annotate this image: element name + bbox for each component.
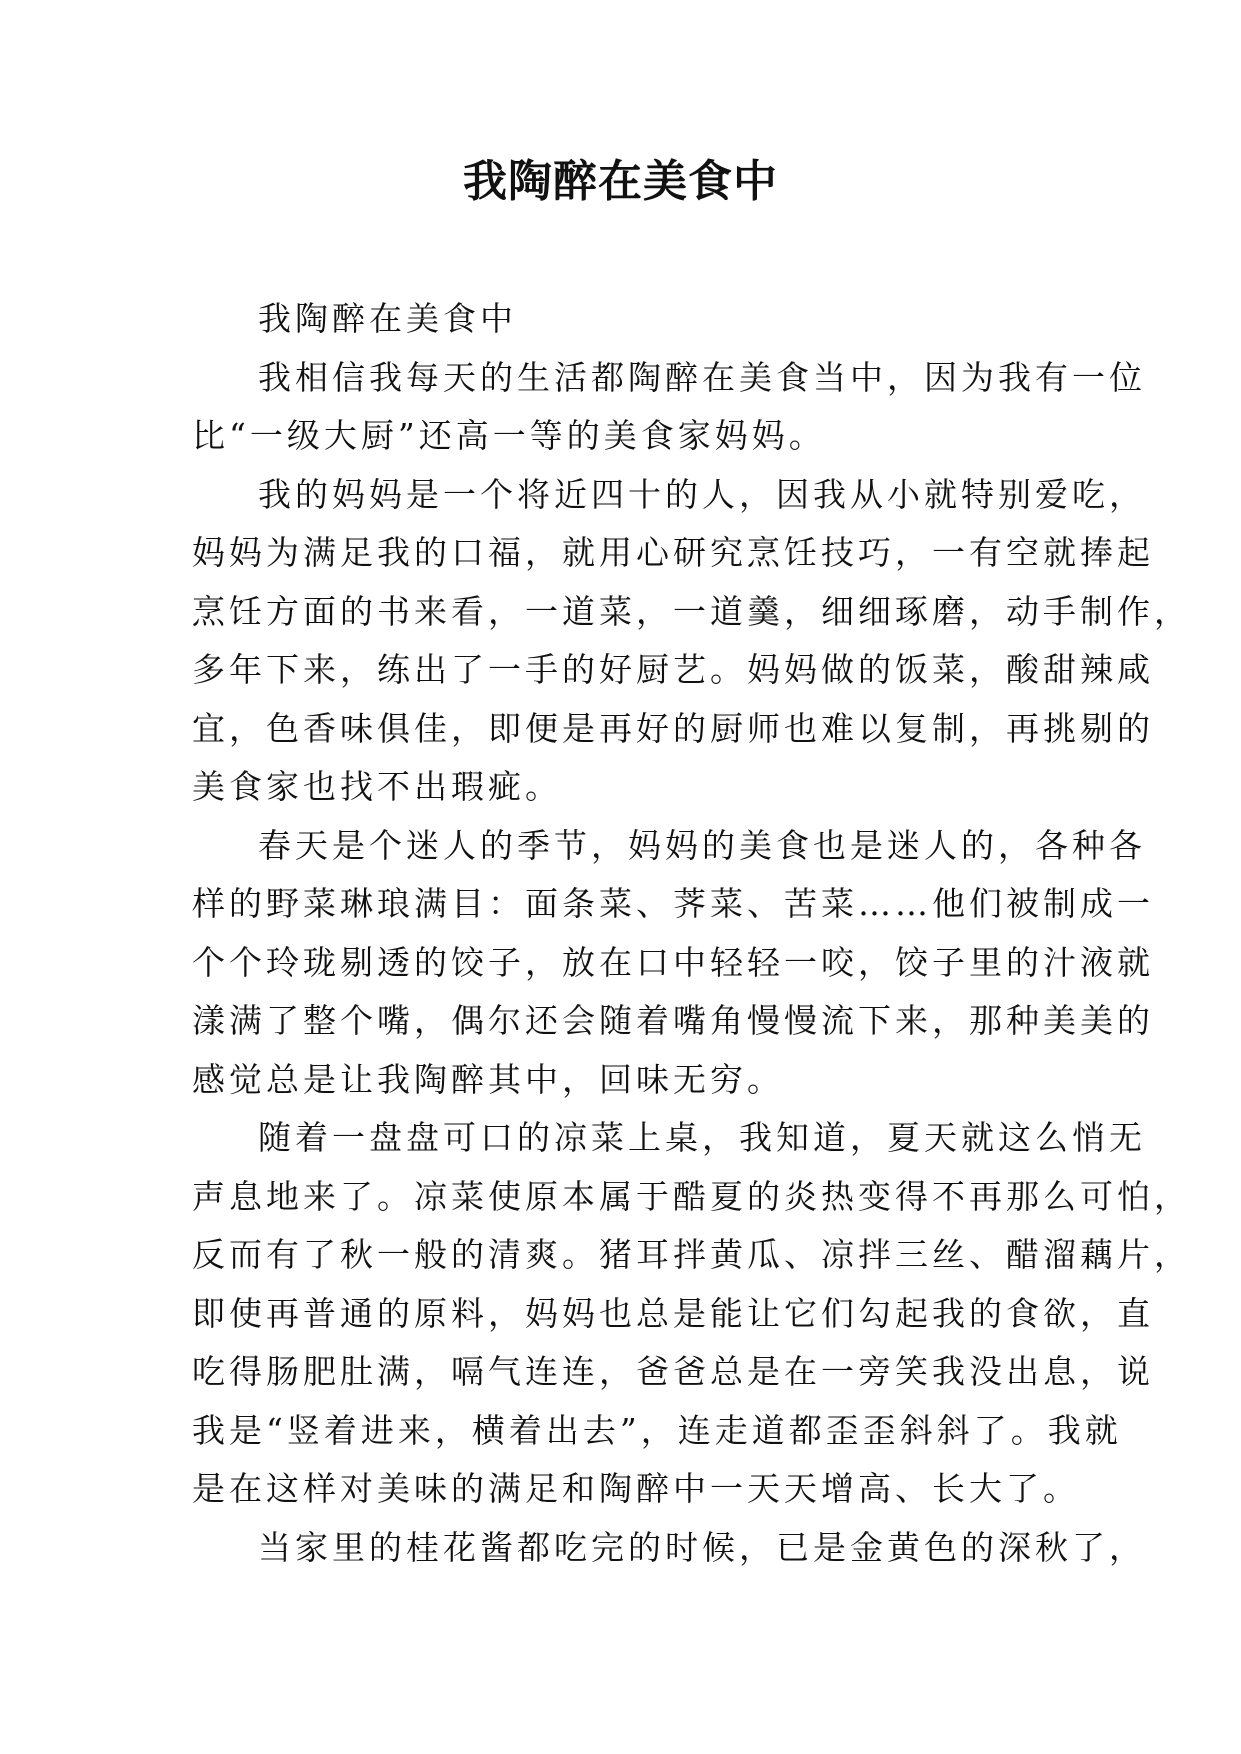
text-line: 妈妈为满足我的口福，就用心研究烹饪技巧，一有空就捧起 — [192, 533, 1154, 572]
paragraph-3 — [192, 466, 1191, 817]
document-body — [192, 290, 1191, 1577]
text-line: 美食家也找不出瑕疵。 — [192, 767, 562, 806]
text-line: 我相信我每天的生活都陶醉在美食当中，因为我有一位 — [258, 357, 1146, 397]
text-line: 即使再普通的原料，妈妈也总是能让它们勾起我的食欲，直 — [192, 1293, 1154, 1333]
text-line: 反而有了秋一般的清爽。猪耳拌黄瓜、凉拌三丝、醋溜藕片， — [192, 1235, 1191, 1274]
text-line: 比“一级大厨”还高一等的美食家妈妈。 — [192, 416, 826, 455]
paragraph-6 — [192, 1519, 1146, 1578]
text-line: 声息地来了。凉菜使原本属于酷夏的炎热变得不再那么可怕， — [192, 1176, 1191, 1216]
text-line: 个个玲珑剔透的饺子，放在口中轻轻一咬，饺子里的汁液就 — [192, 942, 1154, 982]
text-line: 漾满了整个嘴，偶尔还会随着嘴角慢慢流下来，那种美美的 — [192, 1001, 1154, 1040]
paragraph-2 — [192, 349, 1146, 466]
text-line: 我的妈妈是一个将近四十的人，因我从小就特别爱吃， — [258, 474, 1146, 514]
document-title: 我陶醉在美食中 — [463, 156, 778, 207]
text-line: 我陶醉在美食中 — [258, 299, 517, 338]
text-line: 感觉总是让我陶醉其中，回味无穷。 — [192, 1059, 784, 1099]
text-line: 宜，色香味俱佳，即便是再好的厨师也难以复制，再挑剔的 — [192, 708, 1154, 748]
text-line: 烹饪方面的书来看，一道菜，一道羹，细细琢磨，动手制作， — [192, 591, 1191, 631]
text-line: 多年下来，练出了一手的好厨艺。妈妈做的饭菜，酸甜辣咸 — [192, 650, 1154, 689]
text-line: 是在这样对美味的满足和陶醉中一天天增高、长大了。 — [192, 1469, 1080, 1508]
text-line: 我是“竖着进来，横着出去”，连走道都歪歪斜斜了。我就 — [192, 1410, 1122, 1450]
text-line: 当家里的桂花酱都吃完的时候，已是金黄色的深秋了， — [258, 1527, 1146, 1567]
paragraph-4 — [192, 817, 1154, 1110]
paragraph-1 — [192, 290, 1062, 349]
paragraph-5 — [192, 1109, 1191, 1519]
text-line: 春天是个迷人的季节，妈妈的美食也是迷人的，各种各 — [258, 825, 1146, 865]
text-line: 样的野菜琳琅满目：面条菜、荠菜、苦菜……他们被制成一 — [192, 884, 1154, 923]
text-line: 吃得肠肥肚满，嗝气连连，爸爸总是在一旁笑我没出息，说 — [192, 1352, 1154, 1391]
text-line: 随着一盘盘可口的凉菜上桌，我知道，夏天就这么悄无 — [258, 1118, 1146, 1157]
